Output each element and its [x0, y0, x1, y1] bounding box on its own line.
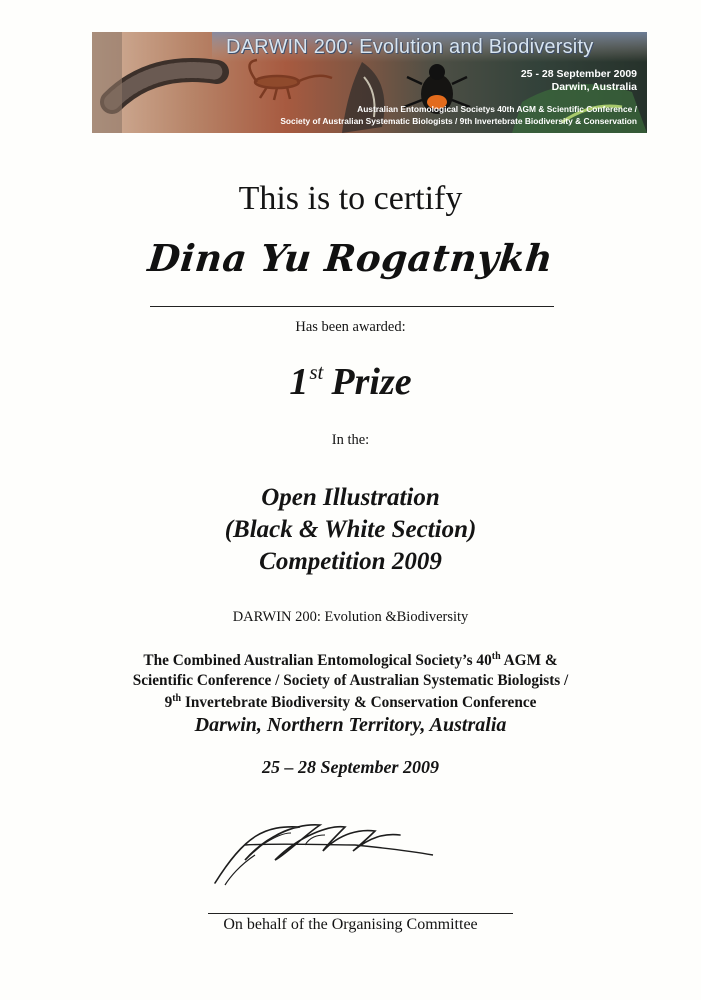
conference-line3-text-b: Invertebrate Biodiversity & Conservation Conference: [181, 694, 537, 711]
location: Darwin, Northern Territory, Australia: [194, 714, 507, 736]
competition-line1: Open Illustration: [261, 484, 440, 511]
conference-line3: [0, 693, 701, 712]
prize-word: Prize: [331, 361, 412, 403]
recipient-name: Dina Yu Rogatnykh: [145, 236, 556, 280]
certify-heading: This is to certify: [238, 180, 463, 217]
event-name: DARWIN 200: Evolution &Biodiversity: [232, 609, 469, 625]
banner-subtitle-line1: Australian Entomological Societys 40th AGM & Scientific Conference /: [357, 104, 637, 114]
prize-title: [0, 360, 701, 404]
handwritten-signature-icon: [205, 815, 445, 895]
signature-underline: [208, 913, 513, 914]
on-behalf-text: On behalf of the Organising Committee: [223, 916, 478, 933]
banner-subtitle-line2: Society of Australian Systematic Biologists / 9th Invertebrate Biodiversity & Conservation: [280, 116, 637, 126]
prize-number: 1: [289, 361, 309, 403]
conference-line1-sup: th: [491, 651, 501, 662]
in-the-label: In the:: [331, 432, 370, 448]
banner-place: Darwin, Australia: [551, 81, 637, 93]
conference-line1: [0, 651, 701, 670]
date-range: 25 – 28 September 2009: [262, 757, 439, 777]
banner-dates-block: [521, 68, 637, 94]
competition-line2: (Black & White Section): [224, 516, 477, 543]
conference-banner: [92, 32, 647, 133]
conference-line1-text-a: The Combined Australian Entomological Society’s 40: [143, 652, 492, 669]
conference-line3-text-a: 9: [164, 694, 173, 711]
conference-line1-text-b: AGM &: [500, 652, 558, 669]
prize-suffix: st: [309, 360, 324, 384]
name-underline: [150, 306, 554, 307]
competition-line3: Competition 2009: [259, 548, 442, 575]
conference-line2: Scientific Conference / Society of Australian Systematic Biologists /: [132, 672, 569, 689]
conference-line3-sup: th: [172, 693, 182, 704]
banner-dates: 25 - 28 September 2009: [520, 68, 637, 80]
awarded-label: Has been awarded:: [295, 319, 406, 335]
banner-title: DARWIN 200: Evolution and Biodiversity: [226, 36, 594, 58]
